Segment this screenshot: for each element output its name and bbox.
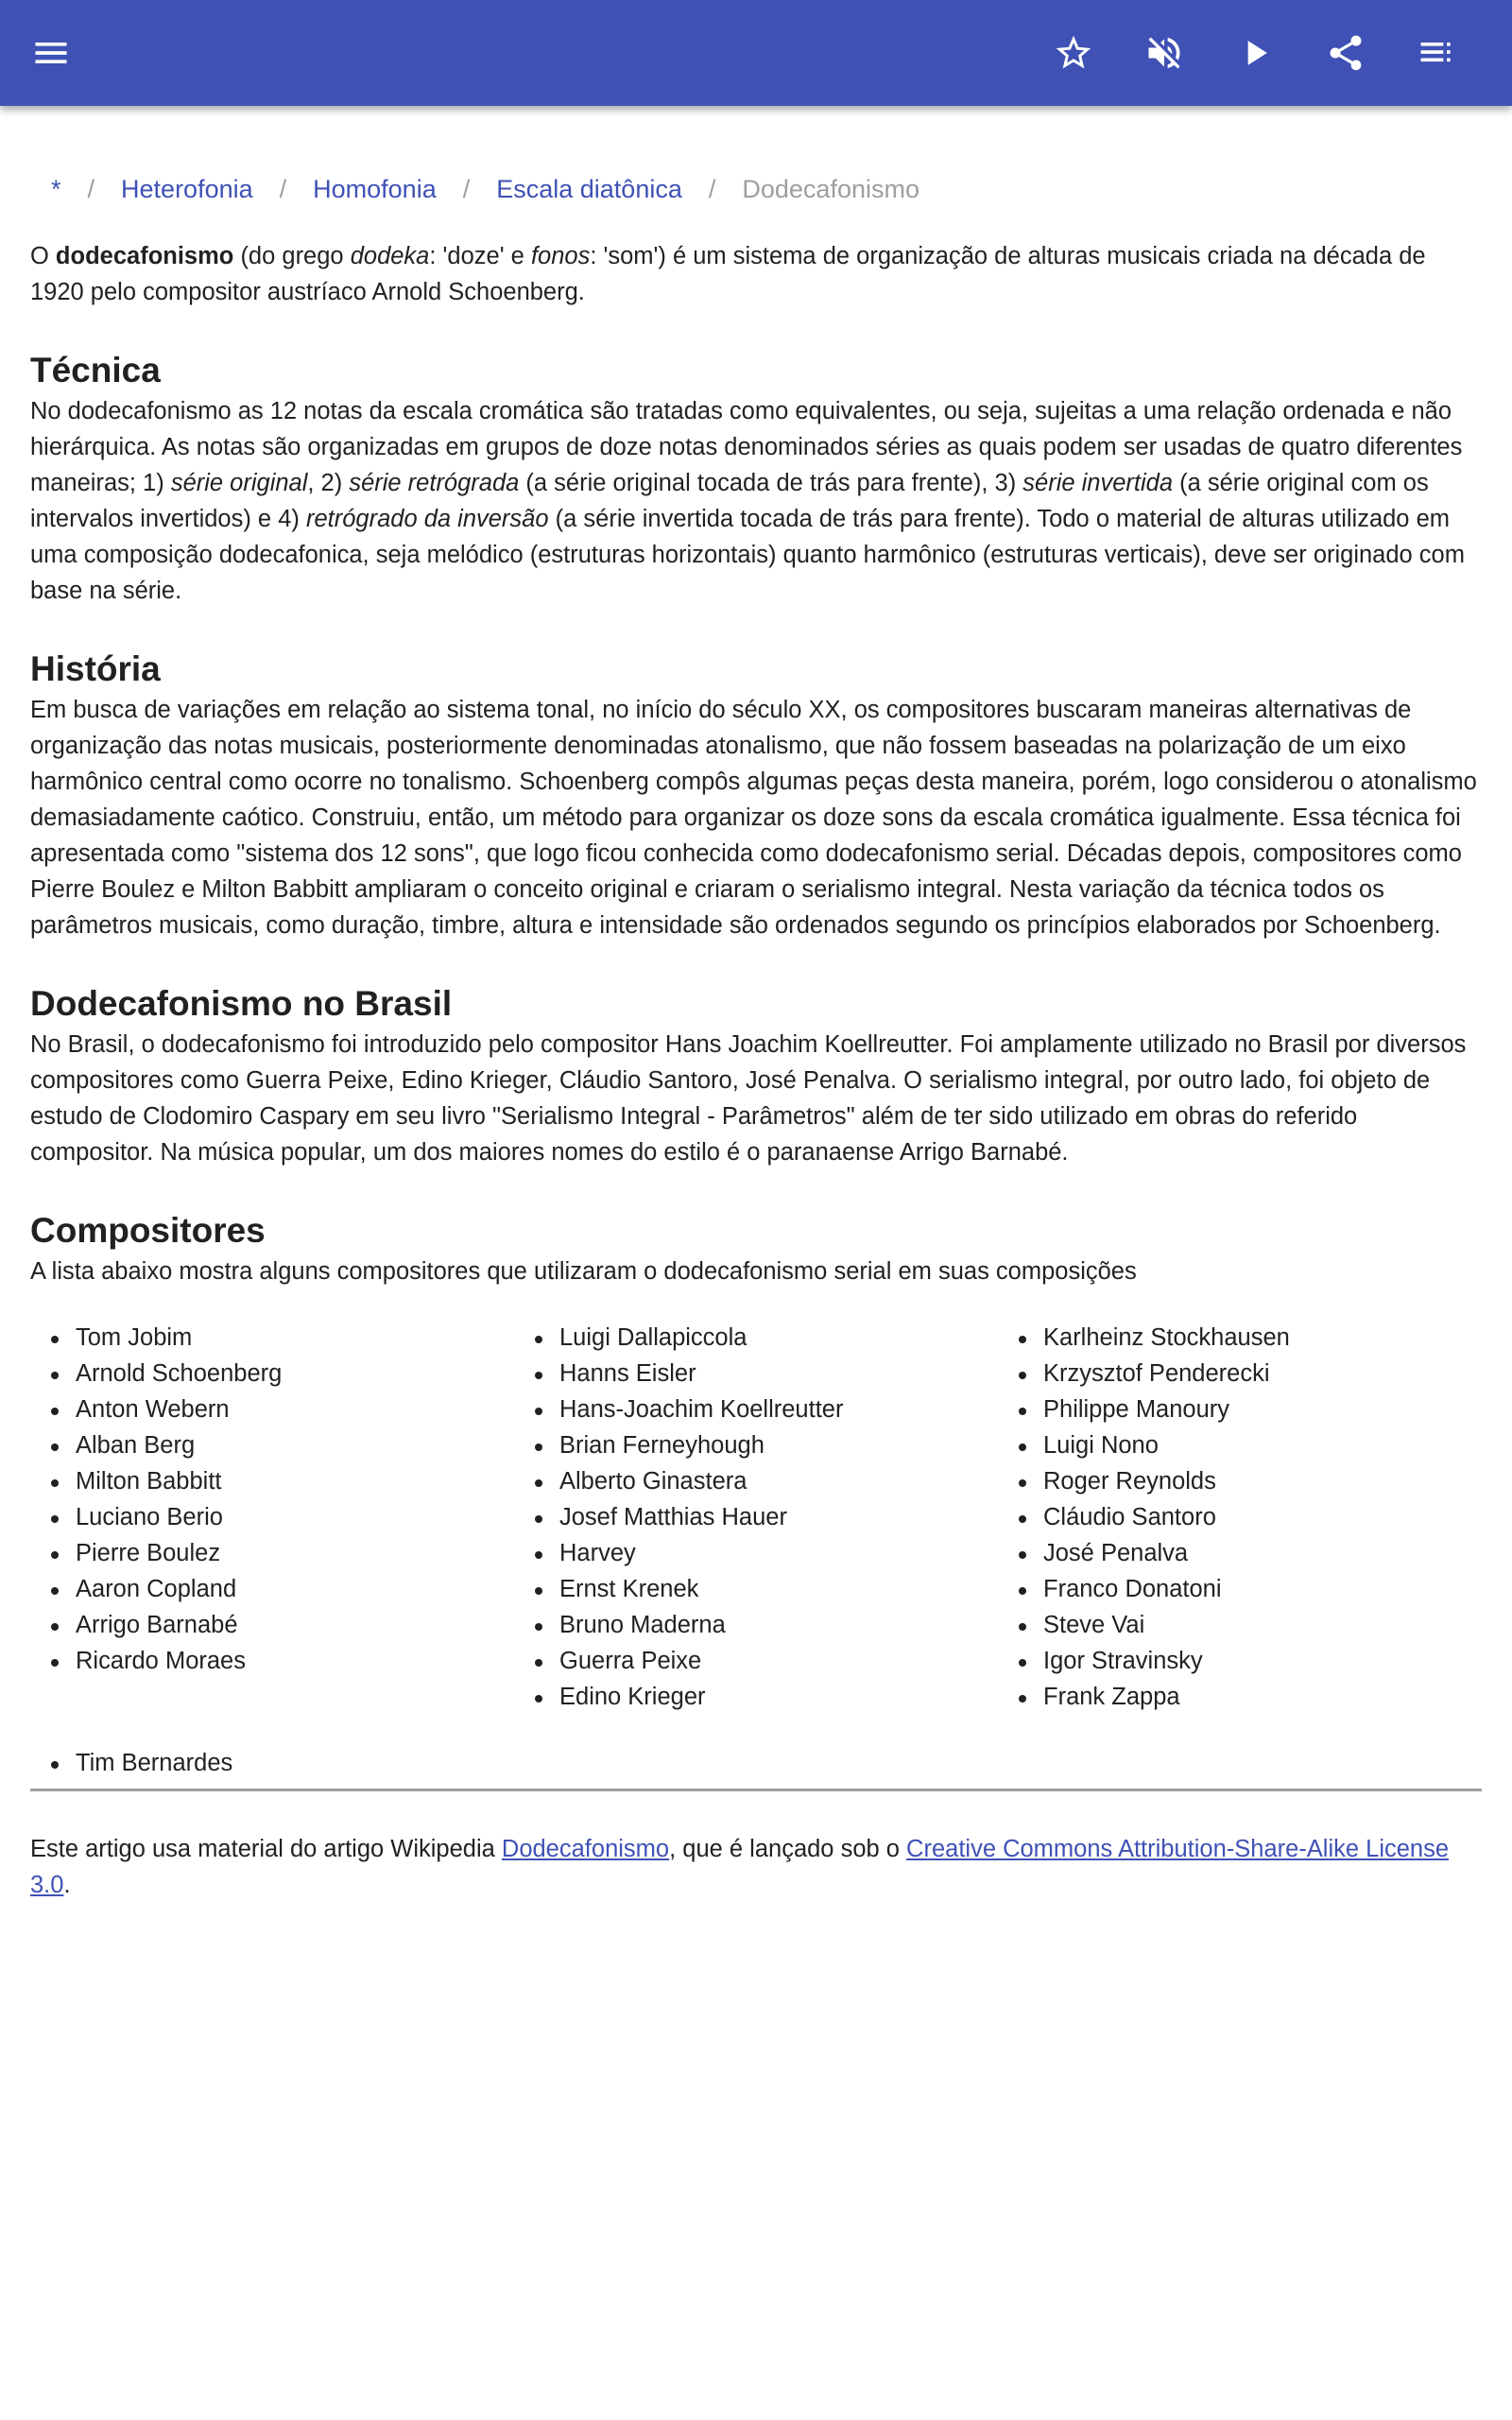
composer-list-item: Brian Ferneyhough [514,1427,998,1463]
favorite-button[interactable] [1043,23,1104,83]
breadcrumb-item-escala-diatonica[interactable]: Escala diatônica [496,174,682,203]
compositores-intro: A lista abaixo mostra alguns compositores que utilizaram o dodecafonismo serial em suas composições [30,1258,1137,1285]
composer-list-item: Anton Webern [30,1392,514,1427]
term-italic: dodeka [350,243,430,269]
share-icon [1325,32,1366,74]
volume-off-icon [1143,32,1185,74]
composer-list-item: Steve Vai [998,1607,1482,1643]
composer-list-item: Alban Berg [30,1427,514,1463]
composer-list-item: Ernst Krenek [514,1571,998,1607]
text: Este artigo usa material do artigo Wikipedia [30,1836,502,1862]
playlist-button[interactable] [1406,23,1467,83]
wikipedia-article-link[interactable]: Dodecafonismo [501,1836,670,1862]
composer-list-col3 [998,1320,1482,1715]
breadcrumb-separator: / [462,174,471,203]
license-link[interactable]: Creative Commons Attribution-Share-Alike License 3.0 [30,1836,1450,1898]
play-icon [1234,32,1276,74]
composer-list-item: Karlheinz Stockhausen [998,1320,1482,1356]
mute-button[interactable] [1134,23,1194,83]
composer-list-item: Luigi Nono [998,1427,1482,1463]
breadcrumb-item-home[interactable]: * [51,174,61,203]
divider [30,1789,1482,1791]
brasil-paragraph: No Brasil, o dodecafonismo foi introduzido pelo compositor Hans Joachim Koellreutter. Foi amplamente utilizado no Brasil por diversos compositores como Guerra Peixe, Edino Krieger, Cláudio Santoro, José Penalva. O serialismo integral, por outro lado, foi objeto de estudo de Clodomiro Caspary em seu livro "Serialismo Integral - Parâmetros" além de ter sido utilizado em obras do referido compositor. Na música popular, um dos maiores nomes do estilo é o paranaense Arrigo Barnabé. [30,1031,1467,1166]
composer-columns [30,1320,1482,1715]
text: , que é lançado sob o [669,1836,907,1862]
composer-list-item: Hanns Eisler [514,1356,998,1392]
composer-list-col2 [514,1320,998,1715]
composer-list-item: Frank Zappa [998,1679,1482,1715]
composer-list-extra [30,1745,1482,1781]
composer-list-item: Roger Reynolds [998,1463,1482,1499]
breadcrumb-current: Dodecafonismo [742,174,919,203]
composer-list-item: Franco Donatoni [998,1571,1482,1607]
text: , 2) [307,470,350,496]
text: O [30,243,56,269]
composer-list-item: Luciano Berio [30,1499,514,1535]
composer-list-item: Philippe Manoury [998,1392,1482,1427]
breadcrumb-separator: / [708,174,716,203]
intro-paragraph [30,238,1482,310]
composer-list-item: Arrigo Barnabé [30,1607,514,1643]
text: : 'som') é um sistema de organização de alturas musicais criada na década de 1920 pelo compositor austríaco Arnold Schoenberg. [30,243,1426,305]
composer-list-item: Igor Stravinsky [998,1643,1482,1679]
composer-list-item: Luigi Dallapiccola [514,1320,998,1356]
composer-list-item: Tim Bernardes [30,1745,1482,1781]
text: (a série original tocada de trás para frente), 3) [519,470,1023,496]
composer-list-item: Harvey [514,1535,998,1571]
composer-list-item: Alberto Ginastera [514,1463,998,1499]
term-italic: série invertida [1022,470,1174,496]
term-italic: retrógrado da inversão [305,506,549,532]
composer-list-item: Bruno Maderna [514,1607,998,1643]
playlist-icon [1416,32,1457,74]
composer-list-item: Milton Babbitt [30,1463,514,1499]
breadcrumb-separator: / [87,174,95,203]
section-heading-tecnica: Técnica [30,351,161,389]
breadcrumb-item-homofonia[interactable]: Homofonia [313,174,437,203]
composer-list-item: Edino Krieger [514,1679,998,1715]
article [30,106,1482,1903]
composer-list-item: Aaron Copland [30,1571,514,1607]
breadcrumb-item-heterofonia[interactable]: Heterofonia [121,174,253,203]
text: . [63,1872,71,1898]
section-heading-compositores: Compositores [30,1211,266,1250]
composer-list-item: Guerra Peixe [514,1643,998,1679]
composer-list-item: Krzysztof Penderecki [998,1356,1482,1392]
composer-list-item: Arnold Schoenberg [30,1356,514,1392]
composer-list-item: Josef Matthias Hauer [514,1499,998,1535]
play-button[interactable] [1225,23,1285,83]
composer-list-item: Tom Jobim [30,1320,514,1356]
text: (a série invertida tocada de trás para frente). Todo o material de alturas utilizado em uma composição dodecafonica, seja melódico (estruturas horizontais) quanto harmônico (estruturas verticais), deve ser originado com base na série. [30,506,1465,604]
term-bold: dodecafonismo [55,243,234,269]
text: (do grego [233,243,351,269]
section-heading-historia: História [30,649,161,688]
breadcrumb [30,170,1482,208]
share-button[interactable] [1315,23,1376,83]
star-outline-icon [1053,32,1094,74]
text: No dodecafonismo as 12 notas da escala cromática são tratadas como equivalentes, ou seja, sujeitas a uma relação ordenada e não hierárquica. As notas são organizadas em grupos de doze notas denominados séries as quais podem ser usadas de quatro diferentes maneiras; 1) [30,398,1463,496]
tecnica-paragraph [30,393,1482,609]
composer-list-item: Hans-Joachim Koellreutter [514,1392,998,1427]
composer-list-item: José Penalva [998,1535,1482,1571]
text: (a série original com os intervalos invertidos) e 4) [30,470,1429,532]
term-italic: série retrógrada [349,470,520,496]
composer-list-item: Cláudio Santoro [998,1499,1482,1535]
term-italic: série original [170,470,308,496]
menu-icon [30,32,72,74]
historia-paragraph: Em busca de variações em relação ao sistema tonal, no início do século XX, os compositores buscaram maneiras alternativas de organização das notas musicais, posteriormente denominadas atonalismo, que não fossem baseadas na polarização de um eixo harmônico central como ocorre no tonalismo. Schoenberg compôs algumas peças desta maneira, porém, logo considerou o atonalismo demasiadamente caótico. Construiu, então, um método para organizar os doze sons da escala cromática igualmente. Essa técnica foi apresentada como "sistema dos 12 sons", que logo ficou conhecida como dodecafonismo serial. Décadas depois, compositores como Pierre Boulez e Milton Babbitt ampliaram o conceito original e criaram o serialismo integral. Nesta variação da técnica todos os parâmetros musicais, como duração, timbre, altura e intensidade são ordenados segundo os princípios elaborados por Schoenberg. [30,697,1477,939]
text: : 'doze' e [429,243,531,269]
composer-list-col1 [30,1320,514,1715]
menu-button[interactable] [21,23,81,83]
composer-list-item: Pierre Boulez [30,1535,514,1571]
section-heading-brasil: Dodecafonismo no Brasil [30,984,453,1023]
attribution [30,1831,1482,1903]
app-bar [0,0,1512,106]
breadcrumb-separator: / [279,174,287,203]
term-italic: fonos [530,243,591,269]
composer-list-item: Ricardo Moraes [30,1643,514,1679]
